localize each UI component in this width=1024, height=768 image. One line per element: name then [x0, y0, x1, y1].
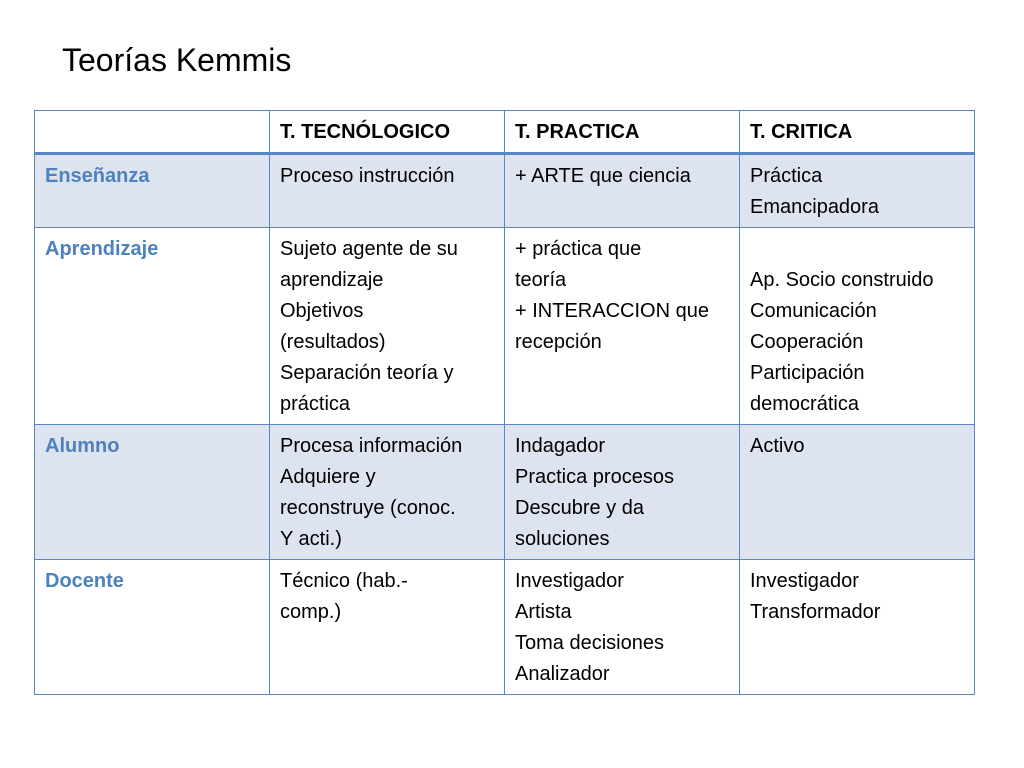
header-cell-tecnologico: T. TECNÓLOGICO — [270, 111, 505, 154]
cell-text-line: Ap. Socio construido — [750, 269, 934, 291]
cell-text-line: Indagador — [515, 435, 606, 457]
table-cell — [270, 560, 505, 695]
row-label: Docente — [35, 560, 270, 695]
cell-text-line: democrática — [750, 393, 859, 415]
cell-text-line: Participación — [750, 362, 865, 384]
table-cell — [740, 560, 975, 695]
cell-text-line: Separación teoría y — [280, 362, 454, 384]
cell-text-line: Practica procesos — [515, 466, 674, 488]
cell-text-line: + práctica que — [515, 238, 642, 260]
table-cell — [270, 425, 505, 560]
table-row — [35, 560, 975, 695]
cell-text-line: comp.) — [280, 601, 342, 623]
cell-text-line: Analizador — [515, 663, 610, 685]
header-cell-critica: T. CRITICA — [740, 111, 975, 154]
cell-text-line: (resultados) — [280, 331, 386, 353]
cell-text-line: Práctica — [750, 165, 823, 187]
cell-text-line: práctica — [280, 393, 351, 415]
table-cell — [505, 228, 740, 425]
cell-text-line: Toma decisiones — [515, 632, 664, 654]
table-cell — [505, 425, 740, 560]
table-cell — [505, 154, 740, 228]
cell-text-line: recepción — [515, 331, 602, 353]
table-row — [35, 425, 975, 560]
cell-text-line: Adquiere y — [280, 466, 376, 488]
cell-text-line: soluciones — [515, 528, 610, 550]
cell-text-line: Emancipadora — [750, 196, 879, 218]
table-cell — [740, 228, 975, 425]
table-header — [35, 111, 975, 154]
cell-text-line: Investigador — [515, 570, 624, 592]
cell-text-line: aprendizaje — [280, 269, 384, 291]
row-label: Alumno — [35, 425, 270, 560]
cell-text-line: Activo — [750, 435, 805, 457]
cell-text-line: Descubre y da — [515, 497, 644, 519]
cell-text-line: teoría — [515, 269, 567, 291]
row-label: Enseñanza — [35, 154, 270, 228]
row-label: Aprendizaje — [35, 228, 270, 425]
cell-text-line: Técnico (hab.- — [280, 570, 408, 592]
table-cell — [270, 228, 505, 425]
table-row — [35, 154, 975, 228]
table-body — [35, 154, 975, 695]
cell-text-line: Cooperación — [750, 331, 864, 353]
table-row — [35, 228, 975, 425]
cell-text-line: Procesa información — [280, 435, 463, 457]
slide-title: Teorías Kemmis — [62, 42, 292, 78]
cell-text-line: Objetivos — [280, 300, 364, 322]
table-header-row — [35, 111, 975, 154]
cell-text-line: + INTERACCION que — [515, 300, 709, 322]
cell-text-line: Transformador — [750, 601, 881, 623]
cell-text-line — [750, 234, 966, 265]
header-cell-practica: T. PRACTICA — [505, 111, 740, 154]
table-cell — [740, 154, 975, 228]
table-cell — [270, 154, 505, 228]
cell-text-line: Artista — [515, 601, 572, 623]
header-cell-empty — [35, 111, 270, 154]
cell-text-line: Y acti.) — [280, 528, 342, 550]
kemmis-theories-table — [34, 110, 975, 695]
cell-text-line: Proceso instrucción — [280, 165, 455, 187]
cell-text-line: Comunicación — [750, 300, 877, 322]
cell-text-line: reconstruye (conoc. — [280, 497, 456, 519]
cell-text-line: + ARTE que ciencia — [515, 165, 691, 187]
cell-text-line: Investigador — [750, 570, 859, 592]
table-cell — [740, 425, 975, 560]
table-cell — [505, 560, 740, 695]
cell-text-line: Sujeto agente de su — [280, 238, 458, 260]
